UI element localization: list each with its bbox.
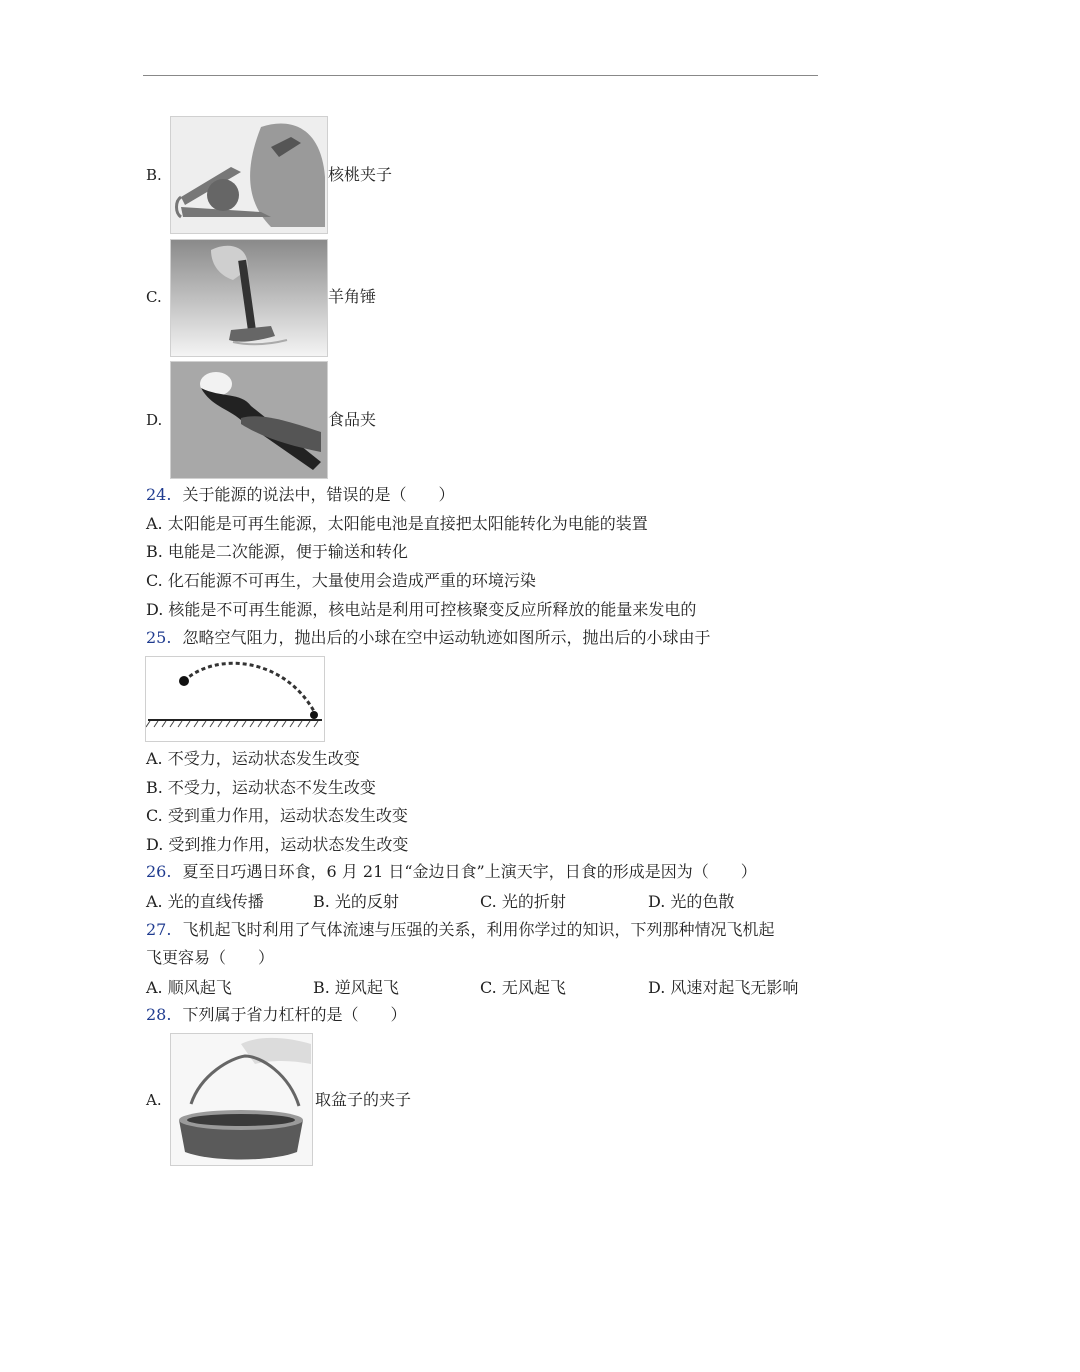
ball-trajectory-figure-icon bbox=[145, 656, 325, 742]
q28-option-a-caption: 取盆子的夹子 bbox=[315, 1090, 412, 1109]
q26-stem-line bbox=[146, 862, 757, 882]
q27-option-d: D. 风速对起飞无影响 bbox=[648, 978, 799, 997]
q27-option-b: B. 逆风起飞 bbox=[313, 978, 399, 997]
q23-option-b-caption: 核桃夹子 bbox=[328, 165, 393, 184]
q23-option-d-letter: D. bbox=[146, 411, 163, 429]
q27-stem-1: 飞机起飞时利用了气体流速与压强的关系，利用你学过的知识，下列那种情况飞机起 bbox=[182, 920, 775, 939]
header-rule bbox=[143, 75, 818, 76]
q24-option-c: C. 化石能源不可再生，大量使用会造成严重的环境污染 bbox=[146, 571, 536, 590]
pot-clamp-photo-icon bbox=[170, 1033, 313, 1166]
q26-number: 26. bbox=[146, 862, 172, 881]
q26-option-d: D. 光的色散 bbox=[648, 892, 735, 911]
q27-stem-2: 飞更容易（ ） bbox=[146, 948, 275, 967]
q26-option-c: C. 光的折射 bbox=[480, 892, 566, 911]
food-tongs-photo-icon bbox=[170, 361, 328, 479]
q27-stem-line bbox=[146, 920, 775, 940]
q28-option-a-letter: A. bbox=[146, 1091, 162, 1109]
q24-stem: 关于能源的说法中，错误的是（ ） bbox=[182, 485, 455, 504]
q28-stem: 下列属于省力杠杆的是（ ） bbox=[182, 1005, 407, 1024]
q23-option-c-caption: 羊角锤 bbox=[328, 287, 377, 306]
q24-option-b: B. 电能是二次能源，便于输送和转化 bbox=[146, 542, 408, 561]
q26-stem: 夏至日巧遇日环食，6 月 21 日“金边日食”上演天宇，日食的形成是因为（ ） bbox=[182, 862, 757, 881]
q24-option-a: A. 太阳能是可再生能源，太阳能电池是直接把太阳能转化为电能的装置 bbox=[146, 514, 648, 533]
q25-option-c: C. 受到重力作用，运动状态发生改变 bbox=[146, 806, 408, 825]
q25-option-b: B. 不受力，运动状态不发生改变 bbox=[146, 778, 376, 797]
q25-option-a: A. 不受力，运动状态发生改变 bbox=[146, 749, 360, 768]
q25-option-d: D. 受到推力作用，运动状态发生改变 bbox=[146, 835, 409, 854]
q25-stem-line bbox=[146, 628, 711, 648]
q28-number: 28. bbox=[146, 1005, 172, 1024]
q23-option-d-caption: 食品夹 bbox=[328, 410, 377, 429]
claw-hammer-photo-icon bbox=[170, 239, 328, 357]
q26-option-a: A. 光的直线传播 bbox=[146, 892, 264, 911]
nutcracker-photo-icon bbox=[170, 116, 328, 234]
q25-stem: 忽略空气阻力，抛出后的小球在空中运动轨迹如图所示，抛出后的小球由于 bbox=[182, 628, 711, 647]
q25-number: 25. bbox=[146, 628, 172, 647]
q27-number: 27. bbox=[146, 920, 172, 939]
q27-option-a: A. 顺风起飞 bbox=[146, 978, 232, 997]
q23-option-c-letter: C. bbox=[146, 288, 162, 306]
q27-option-c: C. 无风起飞 bbox=[480, 978, 566, 997]
q28-stem-line bbox=[146, 1005, 407, 1025]
q23-option-b-letter: B. bbox=[146, 166, 162, 184]
q26-option-b: B. 光的反射 bbox=[313, 892, 399, 911]
q24-stem-line bbox=[146, 485, 455, 505]
q24-option-d: D. 核能是不可再生能源，核电站是利用可控核聚变反应所释放的能量来发电的 bbox=[146, 600, 697, 619]
q24-number: 24. bbox=[146, 485, 172, 504]
